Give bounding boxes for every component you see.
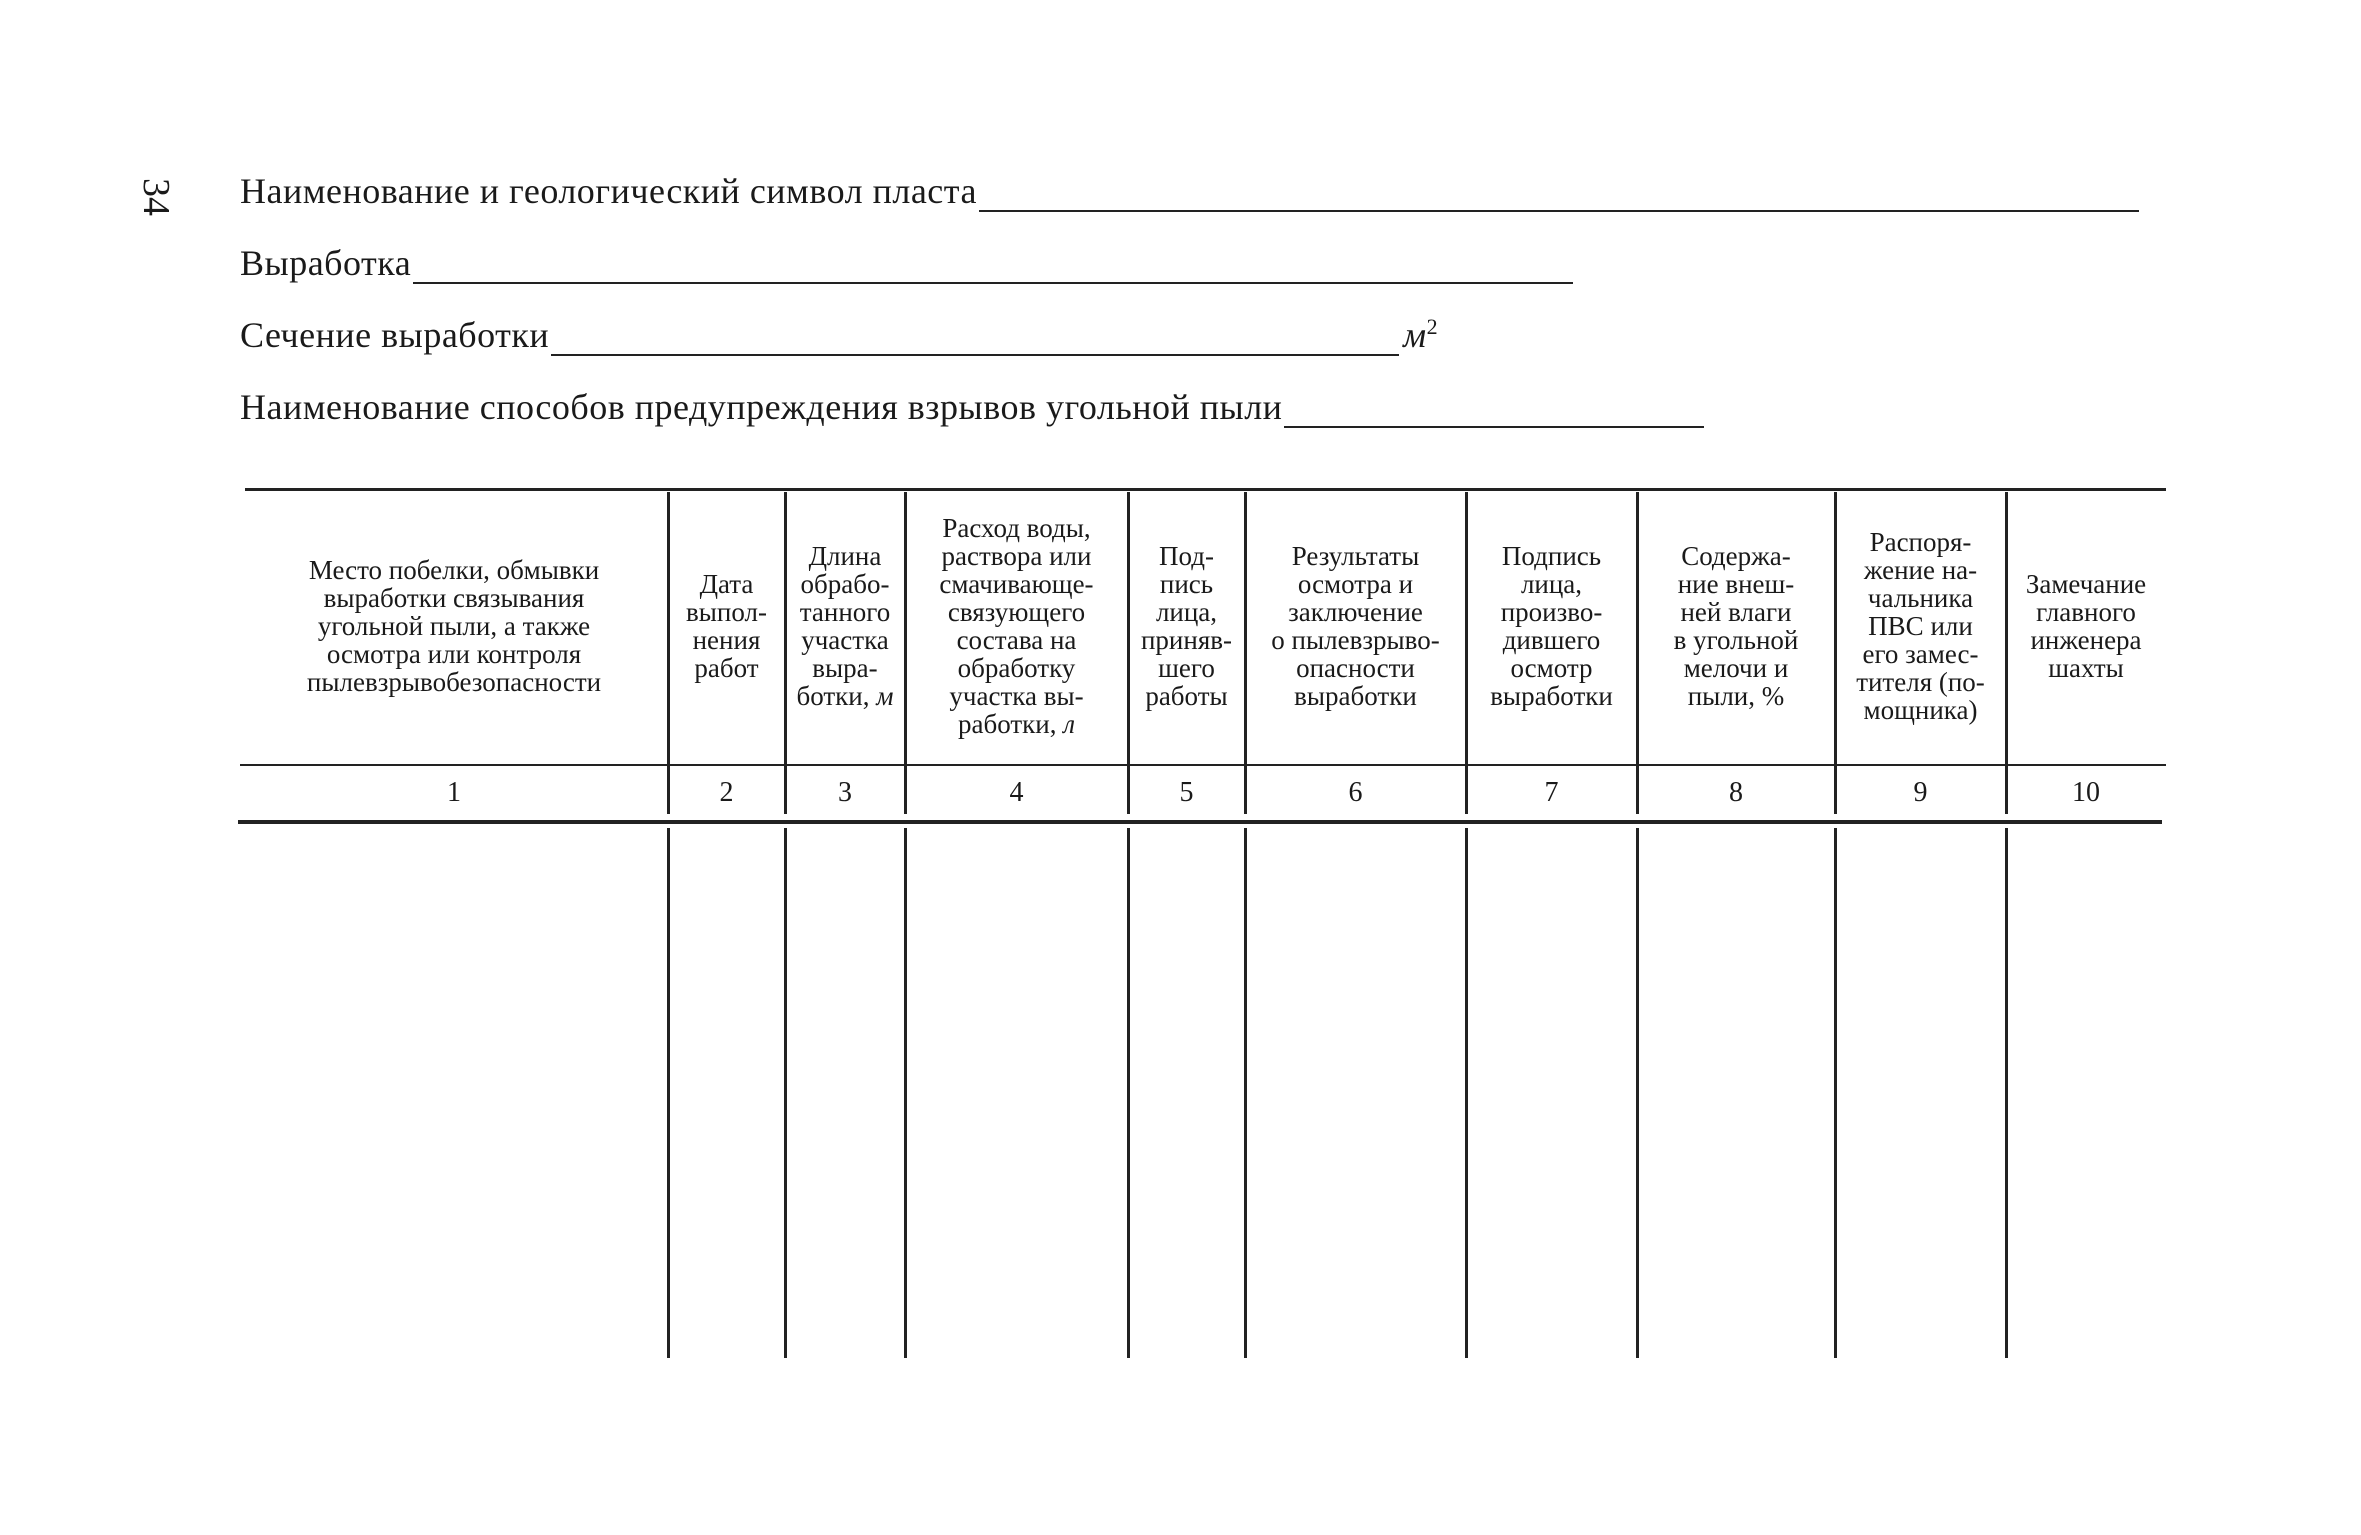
column-header-text: Дата выпол- нения работ bbox=[686, 569, 767, 683]
column-number-10: 10 bbox=[2072, 777, 2100, 808]
column-header-2 bbox=[672, 496, 781, 756]
column-divider bbox=[904, 828, 907, 1358]
column-header-3 bbox=[789, 496, 901, 756]
column-header-9 bbox=[1839, 496, 2002, 756]
column-number-2: 2 bbox=[719, 777, 734, 808]
section-label: Сечение выработки bbox=[240, 315, 550, 355]
column-header-7 bbox=[1470, 496, 1633, 756]
entry-cell-col-7[interactable] bbox=[1469, 830, 1634, 1356]
column-header-text: Место побелки, обмывки выработки связывания угольной пыли, а также осмотра или контроля пылевзрывобезопасности bbox=[306, 555, 602, 697]
entry-cell-col-6[interactable] bbox=[1248, 830, 1463, 1356]
column-header-4 bbox=[909, 496, 1124, 756]
column-number-7: 7 bbox=[1544, 777, 1559, 808]
entry-cell-col-4[interactable] bbox=[908, 830, 1125, 1356]
seam-name-label: Наименование и геологический символ пласта bbox=[240, 171, 977, 211]
column-divider bbox=[784, 828, 787, 1358]
column-header-text: Распоря- жение на- чальника ПВС или его замес- тителя (по- мощника) bbox=[1856, 527, 1985, 725]
column-divider bbox=[1834, 492, 1837, 814]
column-divider bbox=[1465, 828, 1468, 1358]
column-header-unit: л bbox=[1056, 709, 1075, 739]
column-divider bbox=[904, 492, 907, 814]
entry-cell-col-10[interactable] bbox=[2009, 830, 2163, 1356]
column-divider bbox=[1834, 828, 1837, 1358]
column-header-text: Длина обрабо- танного участка выра- ботки, м bbox=[796, 541, 894, 711]
column-header-text: Замечание главного инженера шахты bbox=[2025, 569, 2147, 683]
entry-cell-col-3[interactable] bbox=[788, 830, 902, 1356]
entry-cell-col-1[interactable] bbox=[243, 830, 665, 1356]
column-header-text: Подпись лица, произво- дившего осмотр выработки bbox=[1490, 541, 1613, 711]
column-divider bbox=[784, 492, 787, 814]
column-header-8 bbox=[1641, 496, 1831, 756]
column-divider bbox=[667, 492, 670, 814]
column-header-10 bbox=[2010, 496, 2162, 756]
column-header-6 bbox=[1249, 496, 1462, 756]
column-divider bbox=[1244, 492, 1247, 814]
entry-cell-col-8[interactable] bbox=[1640, 830, 1832, 1356]
column-divider bbox=[1127, 828, 1130, 1358]
entry-cell-col-5[interactable] bbox=[1131, 830, 1242, 1356]
section-unit: $м^2$ bbox=[1403, 314, 1439, 355]
column-divider bbox=[1127, 492, 1130, 814]
numbers-bottom-rule bbox=[238, 820, 2162, 824]
column-header-unit: м bbox=[869, 681, 894, 711]
column-divider bbox=[1636, 492, 1639, 814]
column-number-6: 6 bbox=[1348, 777, 1363, 808]
working-label: Выработка bbox=[240, 243, 412, 283]
column-divider bbox=[2005, 492, 2008, 814]
table-top-rule bbox=[245, 488, 2166, 491]
column-header-text: Расход воды, раствора или смачивающе- связующего состава на обработку участка вы- работки, л bbox=[939, 513, 1094, 739]
column-number-4: 4 bbox=[1009, 777, 1024, 808]
column-header-text: Под- пись лица, приняв- шего работы bbox=[1140, 541, 1232, 711]
header-bottom-rule bbox=[240, 764, 2166, 766]
column-divider bbox=[1244, 828, 1247, 1358]
column-number-9: 9 bbox=[1913, 777, 1928, 808]
column-divider bbox=[1636, 828, 1639, 1358]
entry-cell-col-2[interactable] bbox=[671, 830, 782, 1356]
entry-cell-col-9[interactable] bbox=[1838, 830, 2003, 1356]
column-number-5: 5 bbox=[1179, 777, 1194, 808]
column-header-1 bbox=[244, 496, 664, 756]
column-header-text: Содержа- ние внеш- ней влаги в угольной мелочи и пыли, % bbox=[1673, 541, 1799, 711]
column-divider bbox=[2005, 828, 2008, 1358]
methods-label: Наименование способов предупреждения взрывов угольной пыли bbox=[240, 387, 1283, 427]
column-number-3: 3 bbox=[838, 777, 852, 808]
column-divider bbox=[667, 828, 670, 1358]
page-number: 34 bbox=[135, 178, 177, 216]
column-header-5 bbox=[1132, 496, 1241, 756]
column-number-8: 8 bbox=[1729, 777, 1743, 808]
column-header-text: Результаты осмотра и заключение о пылевзрыво- опасности выработки bbox=[1271, 541, 1440, 711]
column-number-1: 1 bbox=[447, 777, 461, 808]
column-divider bbox=[1465, 492, 1468, 814]
